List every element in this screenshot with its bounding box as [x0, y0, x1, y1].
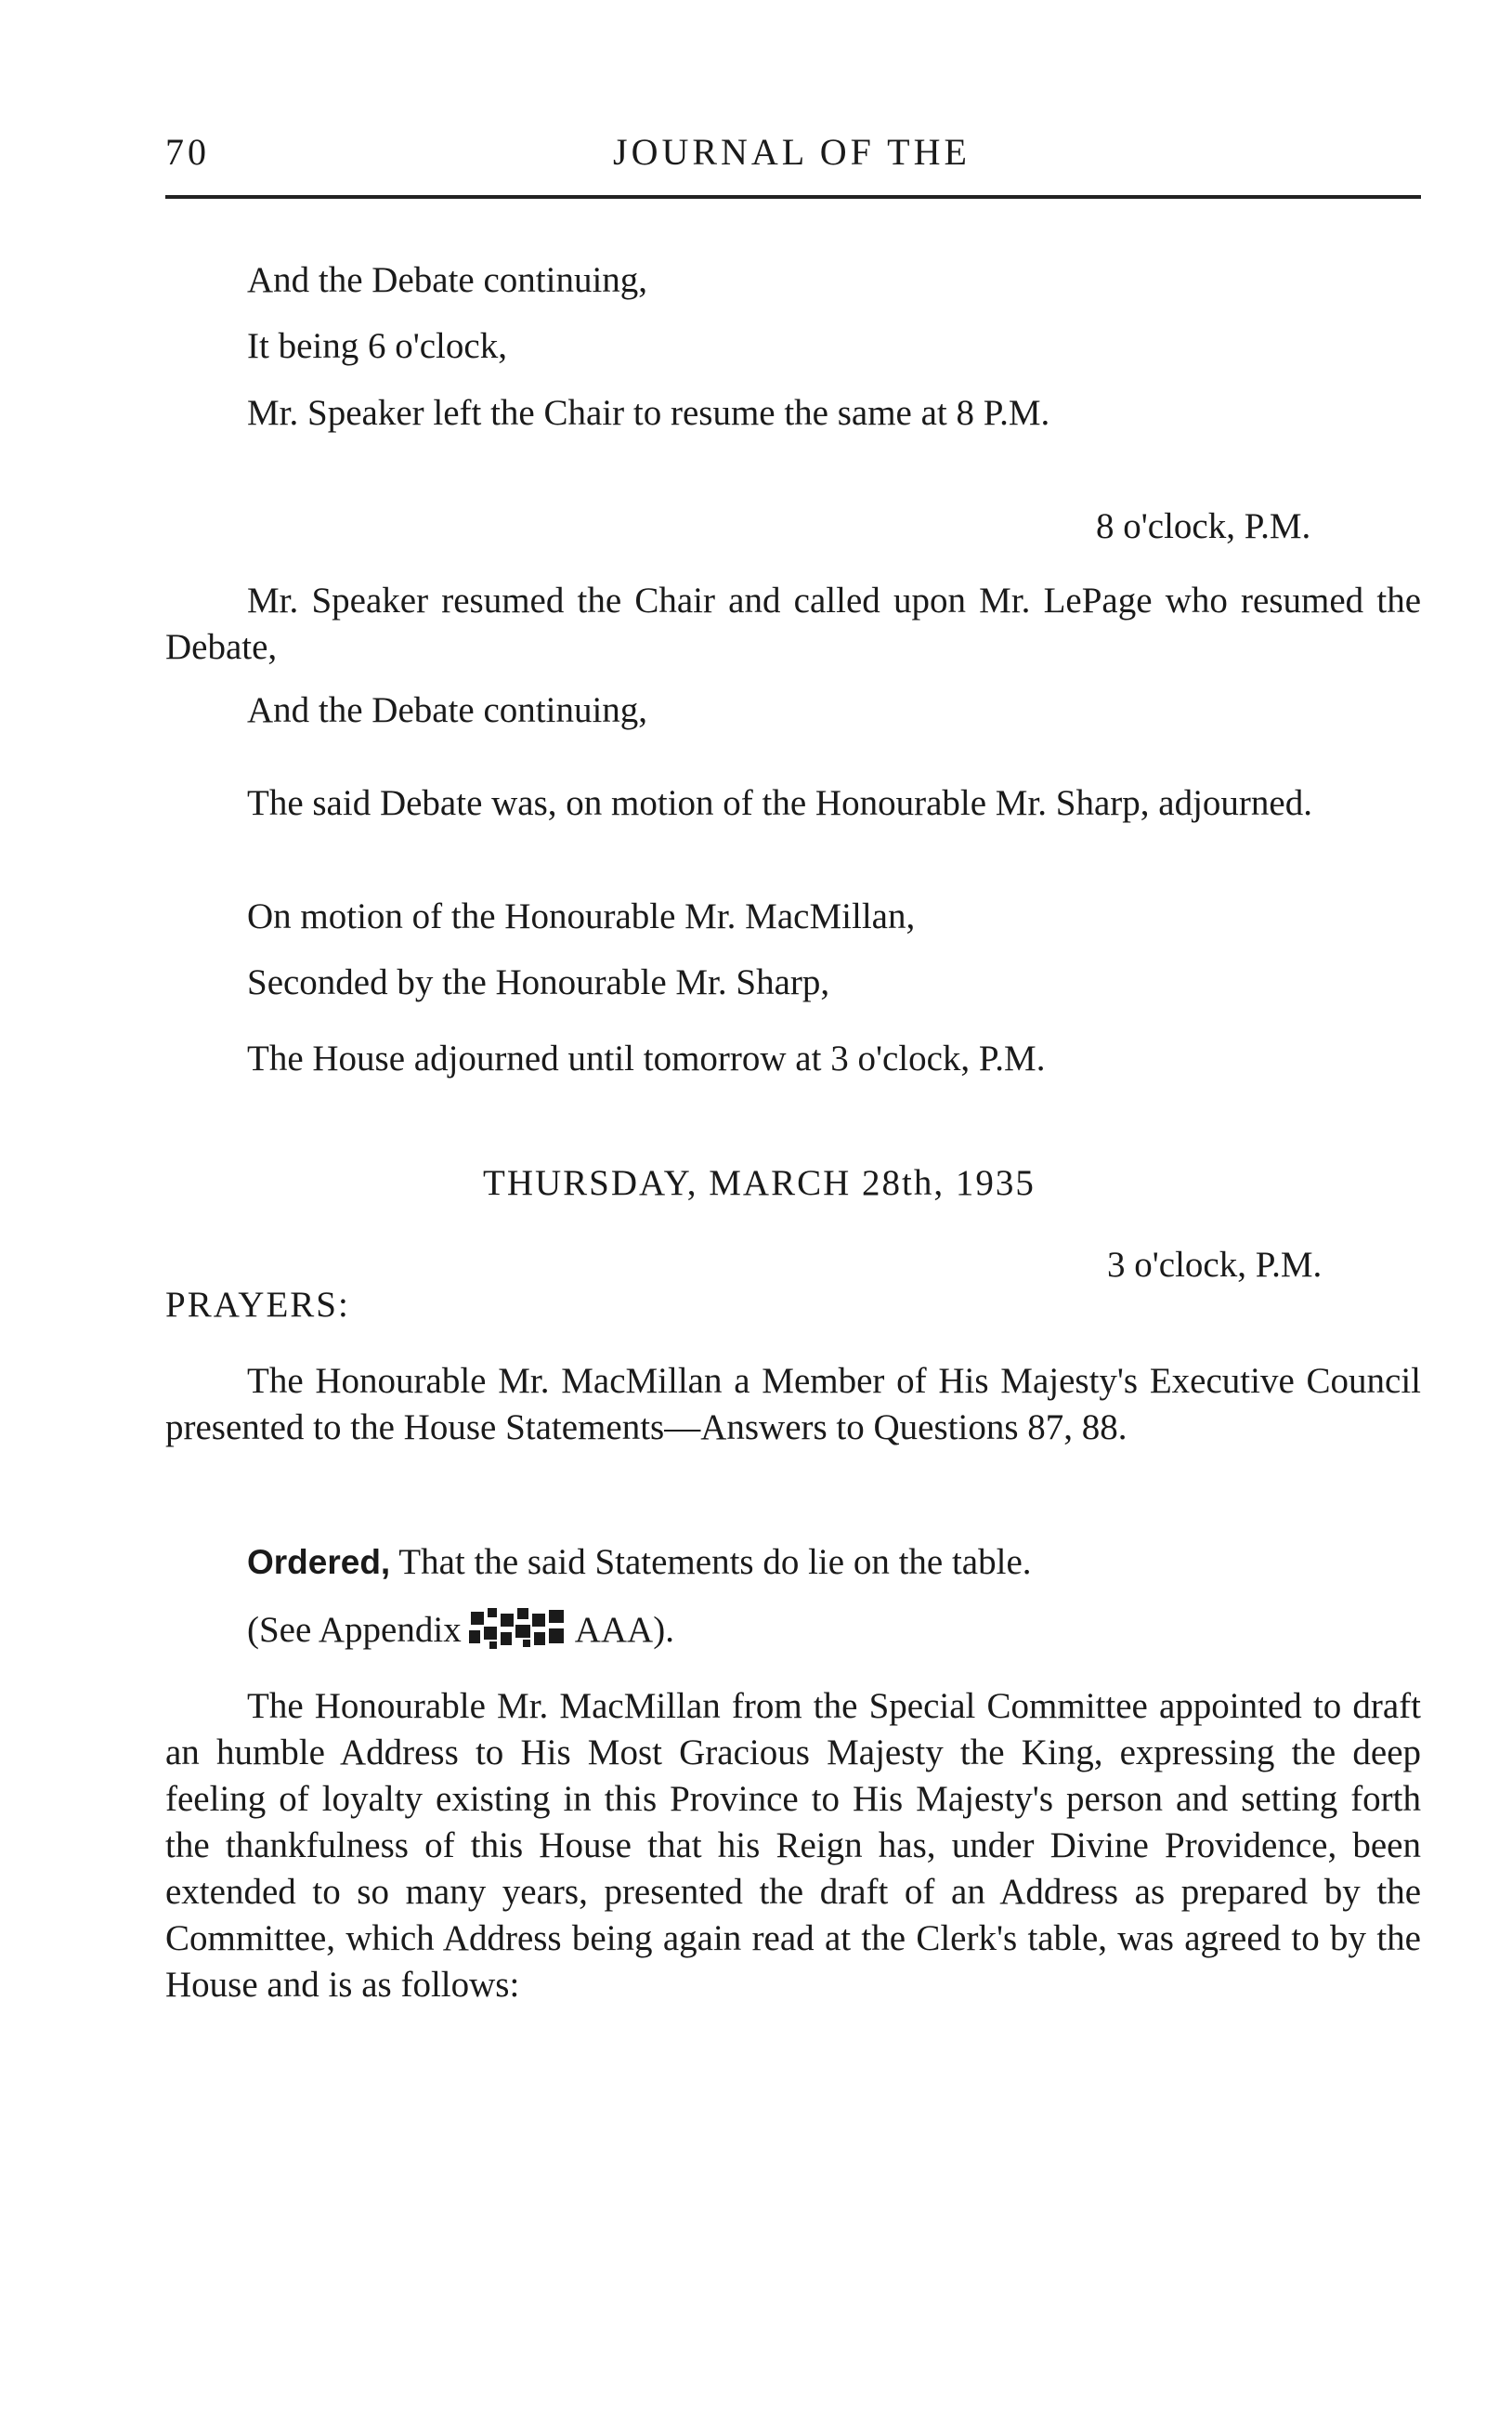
statements-paragraph: The Honourable Mr. MacMillan a Member of His Majesty's Executive Council presented to the House Statements—Answers to Questions 87, 88. — [165, 1361, 1421, 1447]
six-oclock-line: It being 6 o'clock, — [247, 326, 507, 366]
date-heading: THURSDAY, MARCH 28th, 1935 — [483, 1163, 1036, 1203]
ornament-seal-icon — [469, 1608, 567, 1661]
running-title: JOURNAL OF THE — [613, 131, 971, 173]
seconded-line: Seconded by the Honourable Mr. Sharp, — [247, 962, 830, 1002]
header-rule — [165, 195, 1421, 199]
speaker-resumed-paragraph: Mr. Speaker resumed the Chair and called upon Mr. LePage who resumed the Debate, — [165, 581, 1421, 667]
debate-continuing-2: And the Debate continuing, — [247, 690, 648, 730]
page-number: 70 — [165, 131, 210, 173]
motion-line: On motion of the Honourable Mr. MacMillan, — [247, 896, 916, 936]
debate-adjourned-paragraph: The said Debate was, on motion of the Honourable Mr. Sharp, adjourned. — [247, 783, 1312, 823]
address-paragraph: The Honourable Mr. MacMillan from the Special Committee appointed to draft an humble Address to His Most Gracious Majesty the King, expressing the deep feeling of loyalty existing in this Province to His Majesty's person and setting forth the thankfulness of this House that his Reign has, under Divine Providence, been extended to so many years, presented the draft of an Address as prepared by the Committee, which Address being again read at the Clerk's table, was agreed to by the House and is as follows: — [165, 1686, 1421, 2005]
ordered-text: That the said Statements do lie on the table. — [398, 1542, 1032, 1582]
appendix-reference: (See Appendix AAA). — [247, 1607, 674, 1661]
ordered-label: Ordered, — [247, 1543, 391, 1581]
time-3pm: 3 o'clock, P.M. — [1107, 1245, 1323, 1285]
speaker-left-line: Mr. Speaker left the Chair to resume the same at 8 P.M. — [247, 393, 1050, 433]
prayers-heading: PRAYERS: — [165, 1285, 350, 1325]
house-adjourned-line: The House adjourned until tomorrow at 3 o'clock, P.M. — [247, 1039, 1046, 1079]
debate-continuing: And the Debate continuing, — [247, 260, 648, 300]
ordered-line — [247, 1539, 1032, 1586]
time-8pm: 8 o'clock, P.M. — [1096, 506, 1311, 546]
